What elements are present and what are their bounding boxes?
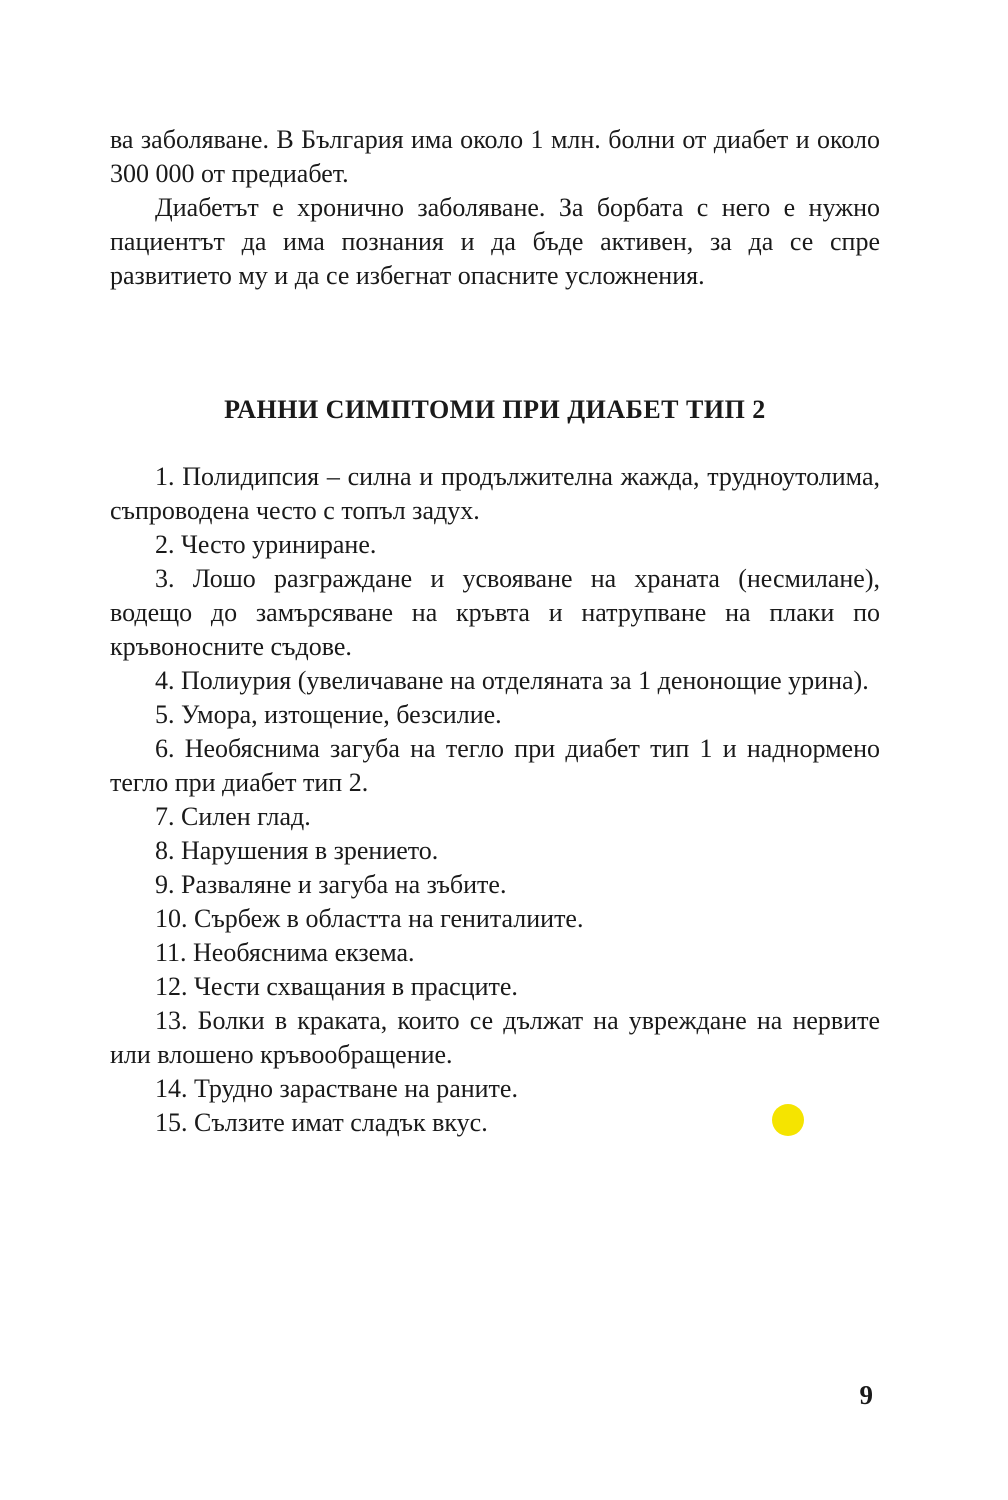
section-heading: РАННИ СИМПТОМИ ПРИ ДИАБЕТ ТИП 2 [224, 395, 766, 424]
symptom-item: 6. Необяснима загуба на тегло при диабет тип 1 и наднормено тегло при диабет тип 2. [110, 734, 880, 797]
symptom-item: 12. Чести схващания в прасците. [155, 972, 518, 1001]
symptom-item: 8. Нарушения в зрението. [155, 836, 439, 865]
symptom-item: 5. Умора, изтощение, безсилие. [155, 700, 502, 729]
symptom-item: 3. Лошо разграждане и усвояване на храната (несмилане), водещо до замърсяване на кръвта и натрупване на плаки по кръвоносните съдове. [110, 564, 880, 661]
symptom-item: 10. Сърбеж в областта на гениталиите. [155, 904, 584, 933]
symptom-item: 13. Болки в краката, които се дължат на увреждане на нервите или влошено кръвообращение. [110, 1006, 880, 1069]
symptom-list [110, 460, 880, 1140]
intro-continuation: ва заболяване. В България има около 1 млн. болни от диабет и около 300 000 от предиабет. [110, 125, 880, 188]
symptom-item: 7. Силен глад. [155, 802, 311, 831]
symptom-item: 11. Необяснима екзема. [155, 938, 415, 967]
symptom-item: 2. Често уриниране. [155, 530, 377, 559]
symptom-item: 1. Полидипсия – силна и продължителна жажда, трудноутолима, съпроводена често с топъл задух. [110, 462, 880, 525]
page-number: 9 [859, 1380, 873, 1410]
intro-text [110, 123, 880, 293]
symptom-item: 15. Сълзите имат сладък вкус. [155, 1108, 488, 1137]
intro-paragraph: Диабетът е хронично заболяване. За борбата с него е нужно пациентът да има познания и да бъде активен, за да се спре развитието му и да се избегнат опасните усложнения. [110, 193, 880, 290]
symptom-item: 4. Полиурия (увеличаване на отделяната за 1 денонощие урина). [155, 666, 869, 695]
symptom-item: 14. Трудно зарастване на раните. [155, 1074, 518, 1103]
symptom-item: 9. Разваляне и загуба на зъбите. [155, 870, 507, 899]
